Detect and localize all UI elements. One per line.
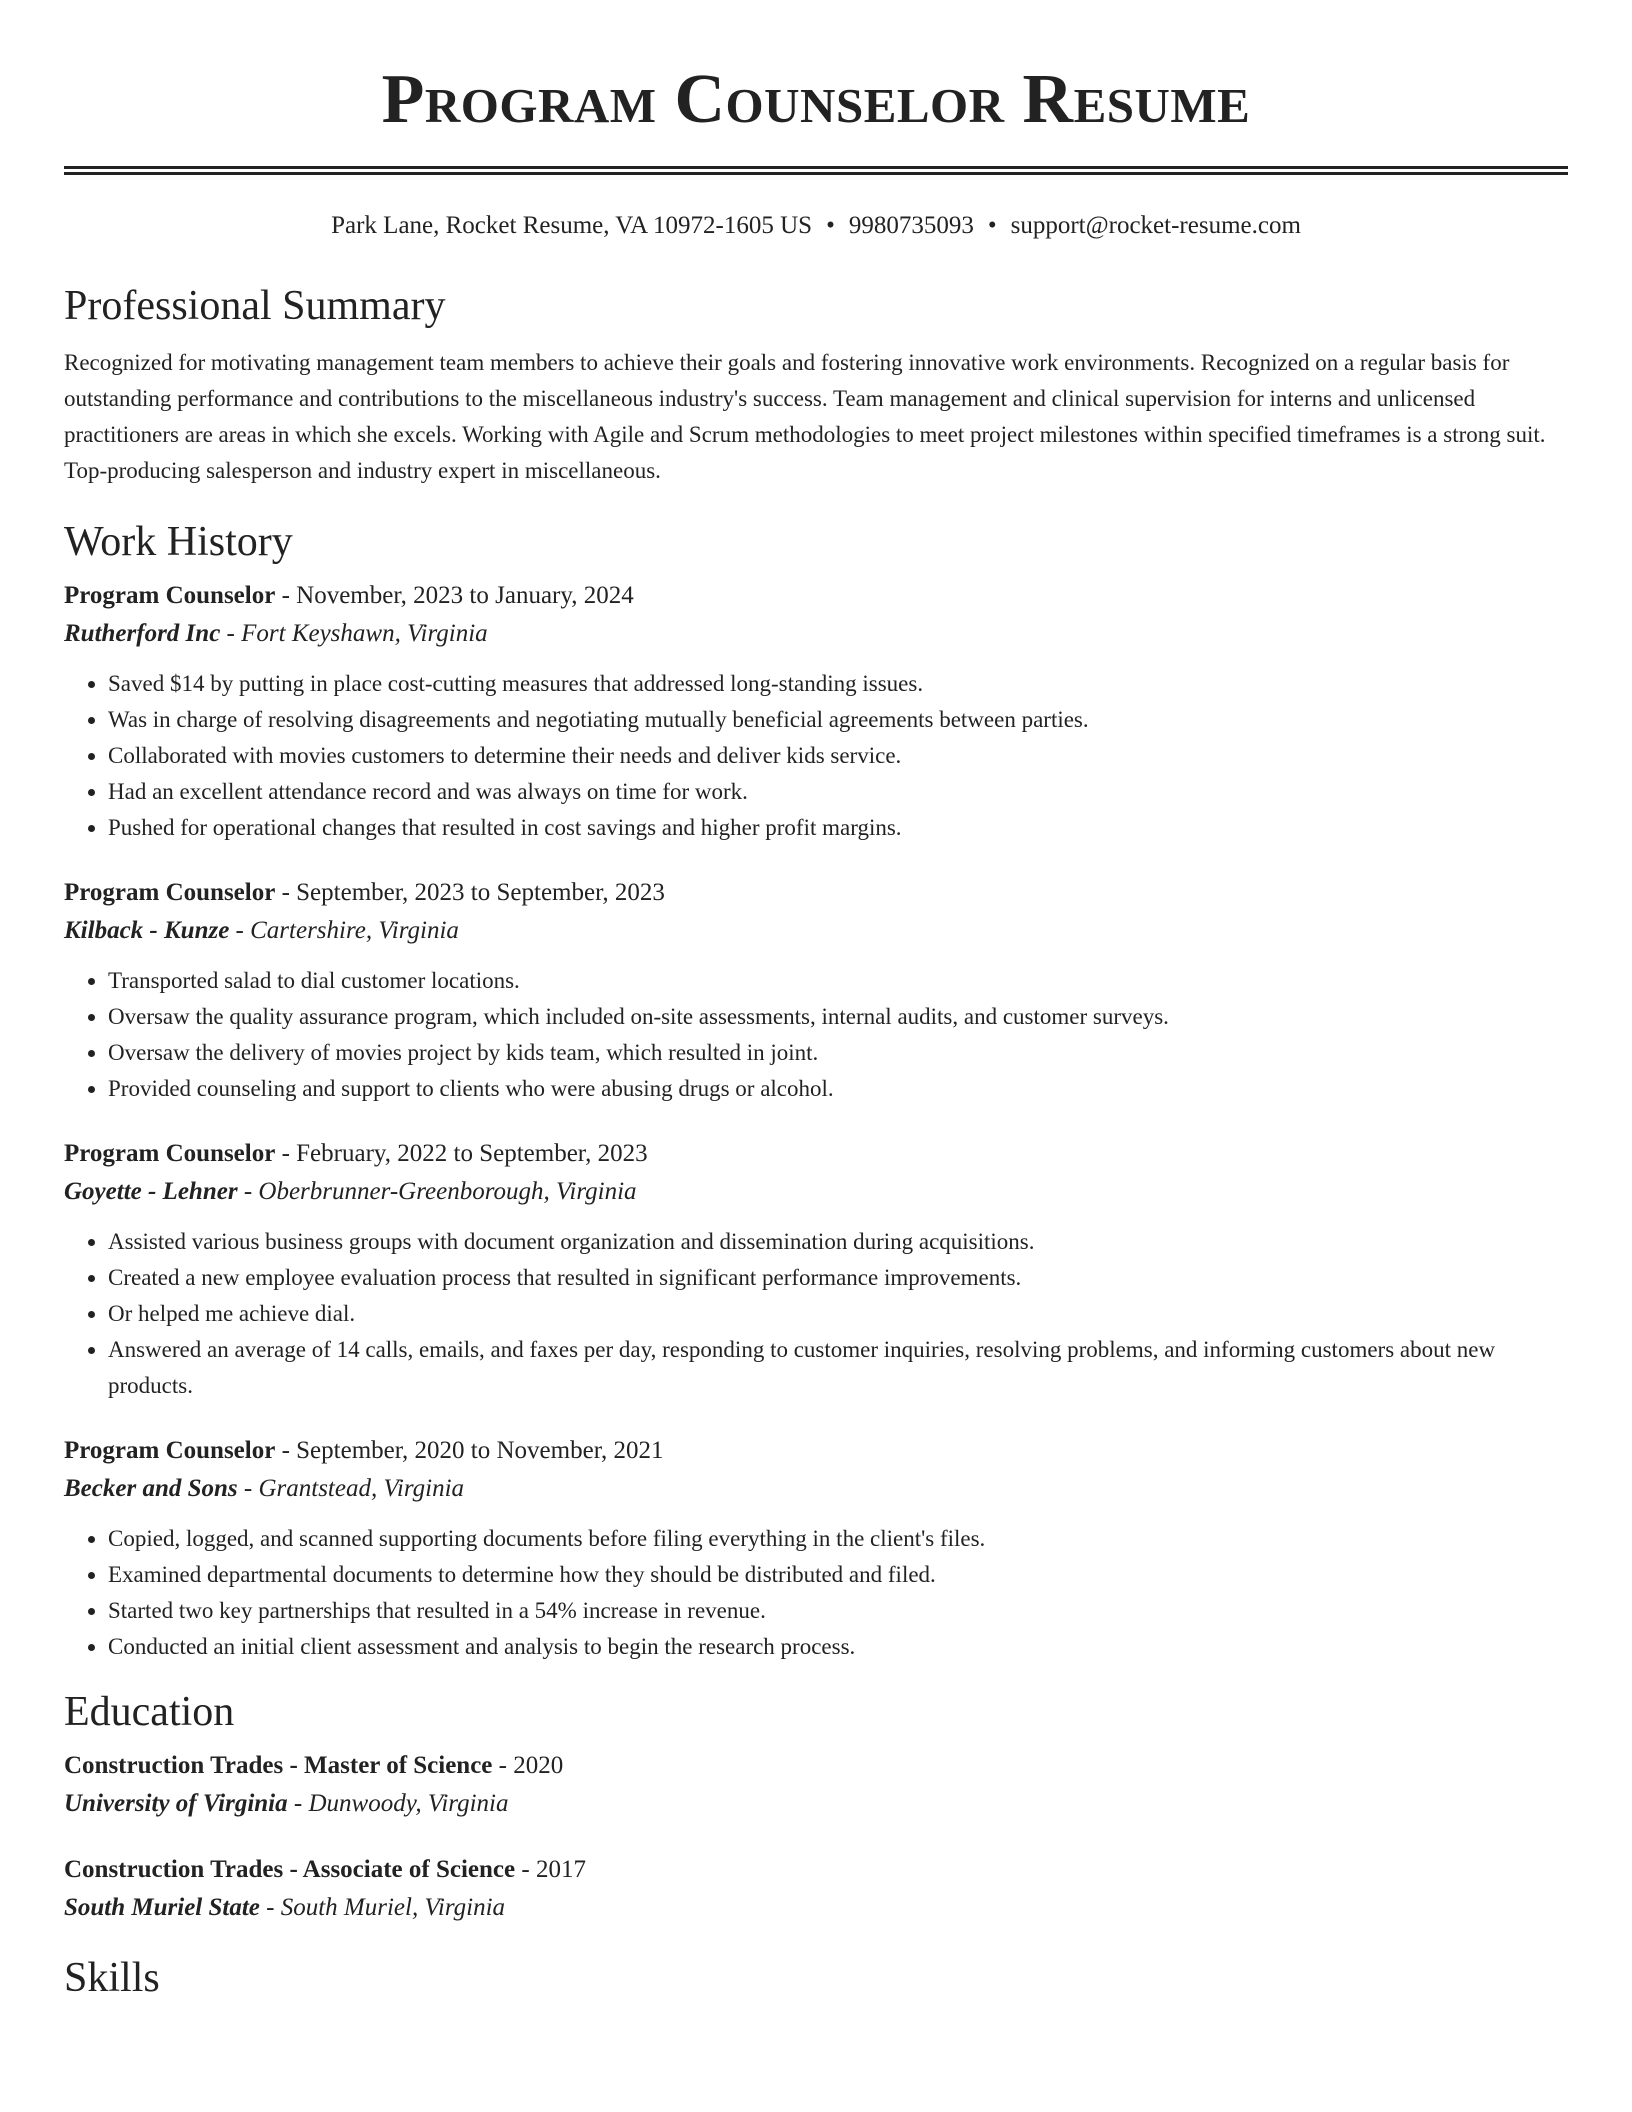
job-title-line (64, 1135, 1568, 1173)
title-divider (64, 166, 1568, 175)
contact-email: support@rocket-resume.com (1010, 212, 1301, 239)
education-heading: Education (64, 1689, 235, 1735)
job-bullet: • Collaborated with movies customers to determine their needs and deliver kids service. (108, 738, 1568, 774)
job-company-line (64, 615, 1568, 653)
contact-address: Park Lane, Rocket Resume, VA 10972-1605 US (331, 212, 813, 239)
degree-line (64, 1747, 1568, 1785)
graduation-year: - 2020 (492, 1752, 564, 1779)
school: University of Virginia (64, 1790, 288, 1817)
job-bullet: • Had an excellent attendance record and was always on time for work. (108, 774, 1568, 810)
job-location: - Fort Keyshawn, Virginia (220, 620, 488, 647)
job-entry (64, 1135, 1568, 1404)
education-entry (64, 1851, 1568, 1927)
job-dates: - September, 2023 to September, 2023 (275, 879, 665, 906)
education-entry (64, 1747, 1568, 1823)
contact-separator: • (826, 212, 835, 239)
school-line (64, 1785, 1568, 1823)
job-bullets (64, 1521, 1568, 1665)
job-title: Program Counselor (64, 879, 276, 906)
skills-heading: Skills (64, 1955, 160, 2001)
summary-text: Recognized for motivating management team members to achieve their goals and fostering innovative work environments. Recognized on a regular basis for outstanding performance and contributions to the miscellaneous industry's success. Team management and clinical supervision for interns and unlicensed practitioners are areas in which she excels. Working with Agile and Scrum methodologies to meet project milestones within specified timeframes is a strong suit. Top-producing salesperson and industry expert in miscellaneous. (64, 350, 1546, 483)
job-bullet: • Provided counseling and support to clients who were abusing drugs or alcohol. (108, 1071, 1568, 1107)
job-dates: - November, 2023 to January, 2024 (275, 582, 634, 609)
school-location: - Dunwoody, Virginia (287, 1790, 509, 1817)
job-dates: - September, 2020 to November, 2021 (275, 1437, 664, 1464)
job-bullet: • Saved $14 by putting in place cost-cutting measures that addressed long-standing issues. (108, 666, 1568, 702)
school-location: - South Muriel, Virginia (259, 1894, 506, 1921)
job-bullet: • Examined departmental documents to determine how they should be distributed and filed. (108, 1557, 1568, 1593)
job-company-line (64, 912, 1568, 950)
graduation-year: - 2017 (515, 1856, 586, 1883)
job-bullet: • Pushed for operational changes that resulted in cost savings and higher profit margins. (108, 810, 1568, 846)
degree: Construction Trades - Associate of Science (64, 1856, 516, 1883)
job-company: Goyette - Lehner (64, 1178, 238, 1205)
job-bullets (64, 963, 1568, 1107)
job-bullet: • Transported salad to dial customer locations. (108, 963, 1568, 999)
job-title: Program Counselor (64, 1437, 276, 1464)
job-location: - Cartershire, Virginia (229, 917, 459, 944)
degree-line (64, 1851, 1568, 1889)
job-bullets (64, 666, 1568, 846)
contact-separator: • (987, 212, 997, 239)
job-bullet: • Oversaw the quality assurance program, which included on-site assessments, internal audits, and customer surveys. (108, 999, 1568, 1035)
job-entry (64, 1432, 1568, 1665)
job-bullet: • Assisted various business groups with document organization and dissemination during acquisitions. (108, 1224, 1568, 1260)
job-bullet: • Or helped me achieve dial. (108, 1296, 1568, 1332)
job-dates: - February, 2022 to September, 2023 (275, 1140, 648, 1167)
job-company: Becker and Sons (64, 1475, 238, 1502)
job-company: Kilback - Kunze (64, 917, 230, 944)
contact-phone: 9980735093 (848, 212, 974, 239)
job-bullet: • Created a new employee evaluation process that resulted in significant performance improvements. (108, 1260, 1568, 1296)
job-bullet: • Oversaw the delivery of movies project by kids team, which resulted in joint. (108, 1035, 1568, 1071)
job-bullets (64, 1224, 1568, 1404)
job-title: Program Counselor (64, 582, 276, 609)
job-bullet: • Answered an average of 14 calls, emails, and faxes per day, responding to customer inquiries, resolving problems, and informing customers about new products. (108, 1332, 1568, 1404)
job-title-line (64, 1432, 1568, 1470)
work-history-heading: Work History (64, 519, 293, 565)
job-company: Rutherford Inc (64, 620, 221, 647)
page-title: Program Counselor Resume (381, 61, 1251, 138)
job-entry (64, 577, 1568, 846)
job-location: - Grantstead, Virginia (237, 1475, 465, 1502)
job-bullet: • Conducted an initial client assessment and analysis to begin the research process. (108, 1629, 1568, 1665)
school-line (64, 1889, 1568, 1927)
school: South Muriel State (64, 1894, 260, 1921)
job-location: - Oberbrunner-Greenborough, Virginia (237, 1178, 637, 1205)
job-title: Program Counselor (64, 1140, 276, 1167)
degree: Construction Trades - Master of Science (64, 1752, 493, 1779)
job-title-line (64, 874, 1568, 912)
summary-heading: Professional Summary (64, 283, 446, 329)
job-bullet: • Was in charge of resolving disagreements and negotiating mutually beneficial agreements between parties. (108, 702, 1568, 738)
job-entry (64, 874, 1568, 1107)
job-company-line (64, 1470, 1568, 1508)
job-bullet: • Started two key partnerships that resulted in a 54% increase in revenue. (108, 1593, 1568, 1629)
job-bullet: • Copied, logged, and scanned supporting documents before filing everything in the client's files. (108, 1521, 1568, 1557)
job-company-line (64, 1173, 1568, 1211)
job-title-line (64, 577, 1568, 615)
contact-line (64, 211, 1568, 241)
